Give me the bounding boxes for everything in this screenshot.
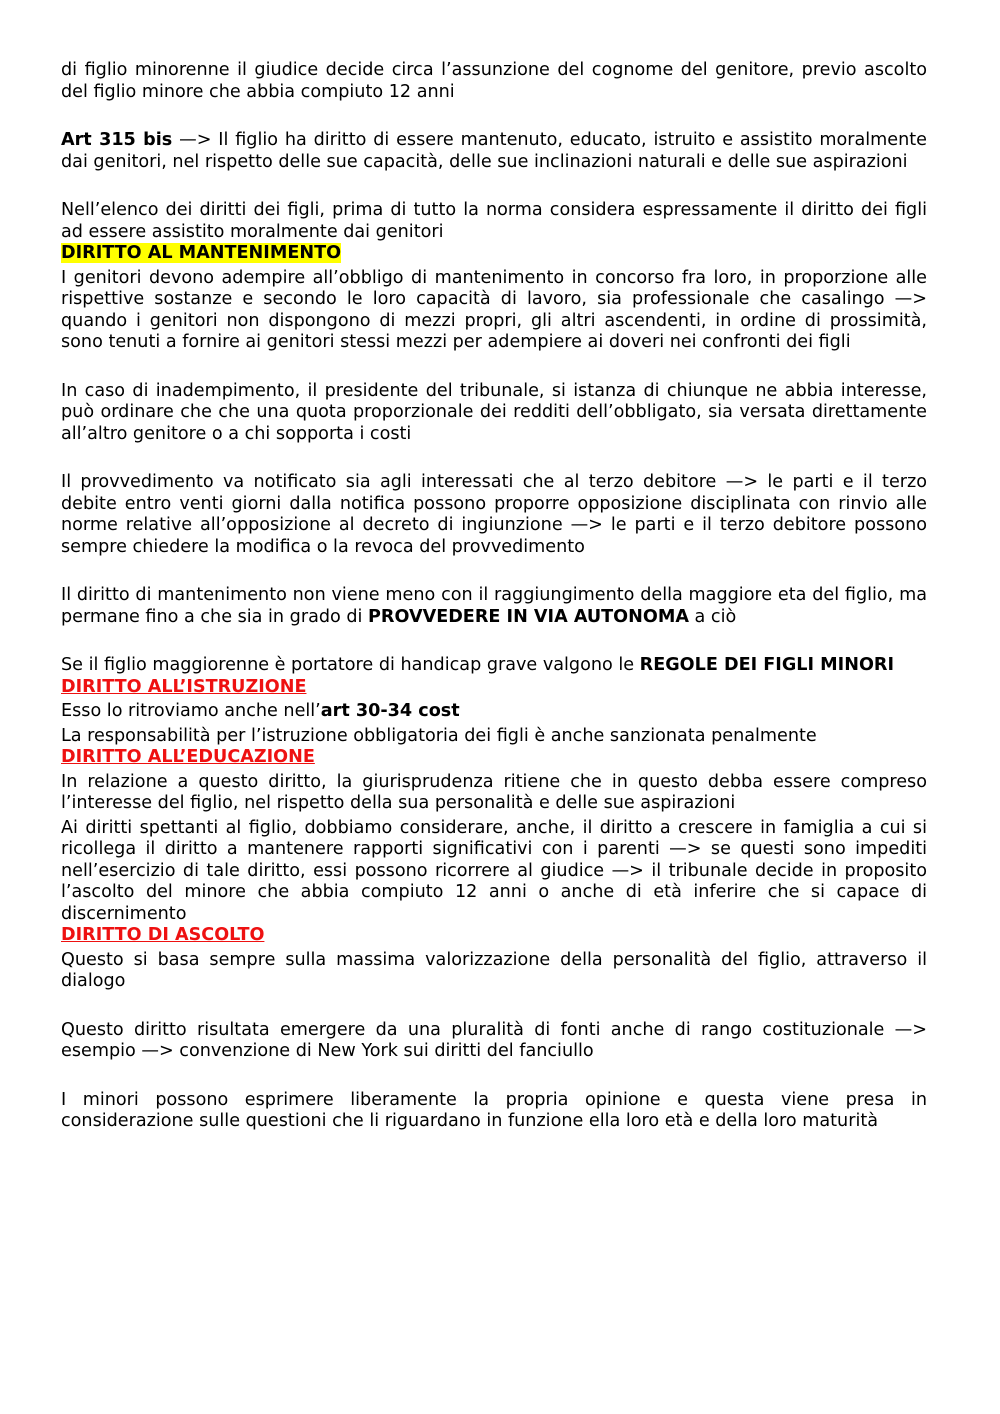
art-315-bis-text: —> Il figlio ha diritto di essere mantenuto, educato, istruito e assistito moralmente dai genitori, nel rispetto delle sue capacità, delle sue inclinazioni naturali e delle sue aspirazioni xyxy=(61,130,927,172)
art-315-bis-paragraph xyxy=(61,130,927,173)
mantenimento-paragraph-4 xyxy=(61,585,927,628)
heading-istruzione-text: DIRITTO ALL’ISTRUZIONE xyxy=(61,676,307,697)
istruzione-p1-bold: art 30-34 cost xyxy=(320,701,460,721)
ascolto-paragraph-1: Questo si basa sempre sulla massima valorizzazione della personalità del figlio, attraverso il dialogo xyxy=(61,949,927,991)
istruzione-paragraph-2: La responsabilità per l’istruzione obbligatoria dei figli è anche sanzionata penalmente xyxy=(61,725,817,746)
intro-paragraph: di figlio minorenne il giudice decide circa l’assunzione del cognome del genitore, previo ascolto del figlio minore che abbia compiuto 12 anni xyxy=(61,60,927,102)
heading-educazione xyxy=(61,747,927,769)
heading-mantenimento-text: DIRITTO AL MANTENIMENTO xyxy=(61,243,342,263)
mantenimento-p5-bold: REGOLE DEI FIGLI MINORI xyxy=(639,655,894,675)
mantenimento-p5-text-a: Se il figlio maggiorenne è portatore di handicap grave valgono le xyxy=(61,655,640,675)
heading-ascolto xyxy=(61,925,927,947)
document-page xyxy=(61,60,927,1133)
mantenimento-p4-bold: PROVVEDERE IN VIA AUTONOMA xyxy=(368,606,689,627)
heading-mantenimento xyxy=(61,243,927,265)
ascolto-paragraph-3: I minori possono esprimere liberamente la propria opinione e questa viene presa in considerazione sulle questioni che li riguardano in funzione ella loro età e della loro maturità xyxy=(61,1089,927,1131)
mantenimento-paragraph-5 xyxy=(61,655,927,677)
mantenimento-paragraph-3: Il provvedimento va notificato sia agli interessati che al terzo debitore —> le parti e il terzo debite entro venti giorni dalla notifica possono proporre opposizione disciplinata con rinvio alle norme relative all’opposizione al decreto di ingiunzione —> le parti e il terzo debitore possono sempre chiedere la modifica o la revoca del provvedimento xyxy=(61,472,927,557)
educazione-paragraph-1: In relazione a questo diritto, la giurisprudenza ritiene che in questo debba essere compreso l’interesse del figlio, nel rispetto della sua personalità e delle sue aspirazioni xyxy=(61,771,927,813)
mantenimento-p4-text-a: Il diritto di mantenimento non viene meno con il raggiungimento della maggiore eta del figlio, ma permane fino a che sia in grado di xyxy=(61,585,927,627)
istruzione-p1-text: Esso lo ritroviamo anche nell’ xyxy=(61,701,321,721)
heading-istruzione xyxy=(61,677,927,699)
art-315-bis-label: Art 315 bis xyxy=(61,130,173,150)
educazione-paragraph-2: Ai diritti spettanti al figlio, dobbiamo considerare, anche, il diritto a crescere in famiglia a cui si ricollega il diritto a mantenere rapporti significativi con i parenti —> se questi sono impediti nell’esercizio di tale diritto, essi possono ricorrere al giudice —> il tribunale decide in proposito l’ascolto del minore che abbia compiuto 12 anni o anche di età inferire che si capace di discernimento xyxy=(61,817,927,924)
rights-list-paragraph: Nell’elenco dei diritti dei figli, prima di tutto la norma considera espressamente il diritto dei figli ad essere assistito moralmente dai genitori xyxy=(61,200,927,242)
istruzione-paragraph-1 xyxy=(61,701,927,723)
heading-ascolto-text: DIRITTO DI ASCOLTO xyxy=(61,925,265,945)
ascolto-paragraph-2: Questo diritto risultata emergere da una pluralità di fonti anche di rango costituzionale —> esempio —> convenzione di New York sui diritti del fanciullo xyxy=(61,1019,927,1061)
mantenimento-p4-text-c: a ciò xyxy=(688,606,737,627)
mantenimento-paragraph-1: I genitori devono adempire all’obbligo di mantenimento in concorso fra loro, in proporzione alle rispettive sostanze e secondo le loro capacità di lavoro, sia professionale che casalingo —> quando i genitori non dispongono di mezzi propri, gli altri ascendenti, in ordine di prossimità, sono tenuti a fornire ai genitori stessi mezzi per adempiere ai doveri nei confronti dei figli xyxy=(61,267,927,352)
heading-educazione-text: DIRITTO ALL’EDUCAZIONE xyxy=(61,747,315,767)
mantenimento-paragraph-2: In caso di inadempimento, il presidente del tribunale, si istanza di chiunque ne abbia interesse, può ordinare che che una quota proporzionale dei redditi dell’obbligato, sia versata direttamente all’altro genitore o a chi sopporta i costi xyxy=(61,380,927,444)
